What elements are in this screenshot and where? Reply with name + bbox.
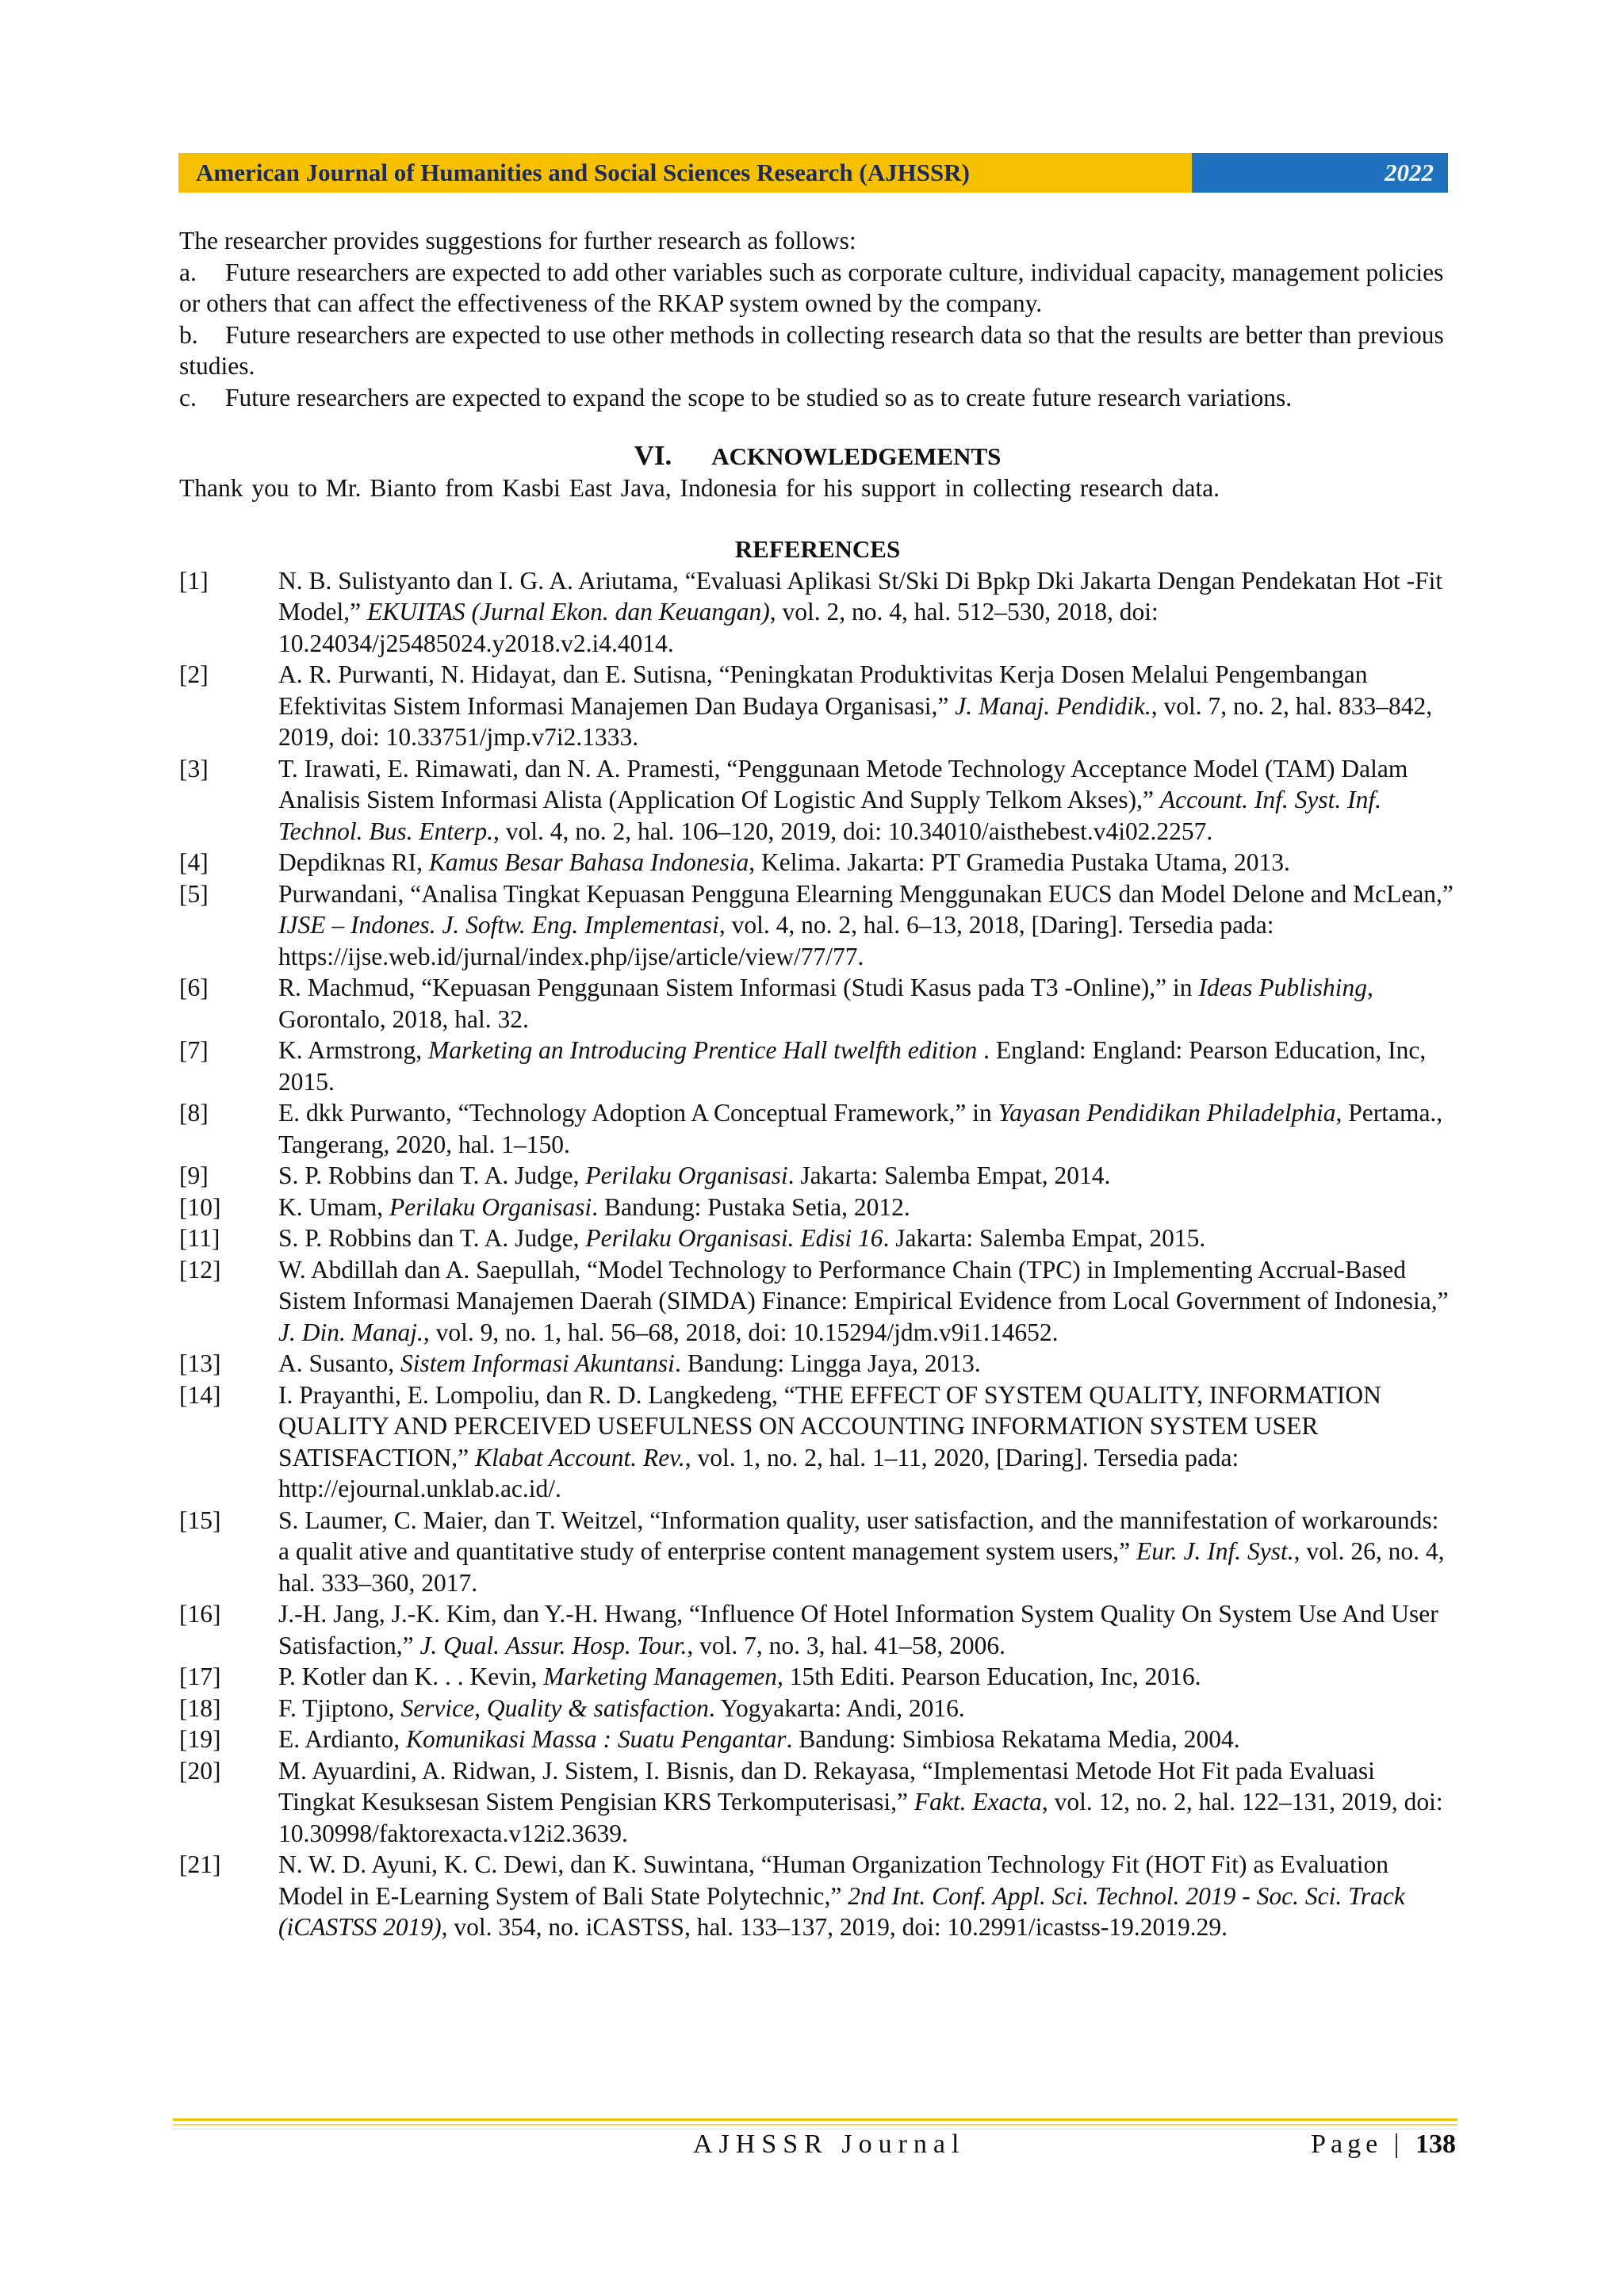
footer-page-label: Page |	[1311, 2130, 1404, 2159]
reference-item	[179, 1254, 1456, 1349]
references-list	[179, 565, 1456, 1943]
reference-number: [10]	[179, 1192, 221, 1221]
reference-item	[179, 1380, 1456, 1505]
acknowledgements-text: Thank you to Mr. Bianto from Kasbi East Java, Indonesia for his support in collecting research data.	[179, 473, 1220, 502]
reference-number: [6]	[179, 974, 209, 1001]
reference-number: [12]	[179, 1255, 221, 1284]
reference-text: S. Laumer, C. Maier, dan T. Weitzel, “Information quality, user satisfaction, and the mannifestation of workarounds: a qualit ative and quantitative study of enterprise content management system users,” Eur. J. Inf. Syst., vol. 26, no. 4, hal. 333–360, 2017.	[278, 1506, 1445, 1597]
acknowledgements-heading	[179, 440, 1456, 473]
reference-item	[179, 1505, 1456, 1599]
reference-item	[179, 565, 1456, 660]
reference-text: Purwandani, “Analisa Tingkat Kepuasan Pengguna Elearning Menggunakan EUCS dan Model Delone and McLean,” IJSE – Indones. J. Softw. Eng. Implementasi, vol. 4, no. 2, hal. 6–13, 2018, [Daring]. Tersedia pada: https://ijse.web.id/jurnal/index.php/ijse/article/view/77/77.	[278, 879, 1454, 970]
reference-item	[179, 1160, 1456, 1192]
reference-number: [17]	[179, 1663, 221, 1690]
reference-item	[179, 878, 1456, 973]
reference-text: A. R. Purwanti, N. Hidayat, dan E. Sutisna, “Peningkatan Produktivitas Kerja Dosen Melalui Pengembangan Efektivitas Sistem Informasi Manajemen Dan Budaya Organisasi,” J. Manaj. Pendidik., vol. 7, no. 2, hal. 833–842, 2019, doi: 10.33751/jmp.v7i2.1333.	[278, 660, 1433, 751]
reference-item	[179, 1755, 1456, 1850]
reference-text: E. Ardianto, Komunikasi Massa : Suatu Pengantar. Bandung: Simbiosa Rekatama Media, 2004.	[278, 1725, 1240, 1753]
suggestion-marker: a.	[179, 258, 197, 286]
suggestions-intro: The researcher provides suggestions for further research as follows:	[179, 227, 856, 254]
page-footer	[0, 2130, 1624, 2169]
section-title: ACKNOWLEDGEMENTS	[711, 442, 1002, 470]
reference-text: I. Prayanthi, E. Lompoliu, dan R. D. Langkedeng, “THE EFFECT OF SYSTEM QUALITY, INFORMATION QUALITY AND PERCEIVED USEFULNESS ON ACCOUNTING INFORMATION SYSTEM USER SATISFACTION,” Klabat Account. Rev., vol. 1, no. 2, hal. 1–11, 2020, [Daring]. Tersedia pada: http://ejournal.unklab.ac.id/.	[278, 1380, 1381, 1502]
reference-item	[179, 753, 1456, 848]
reference-number: [21]	[179, 1850, 221, 1878]
reference-item	[179, 1693, 1456, 1724]
reference-number: [3]	[179, 754, 209, 783]
reference-item	[179, 1598, 1456, 1661]
reference-item	[179, 659, 1456, 753]
suggestion-marker: b.	[179, 320, 198, 349]
reference-text: R. Machmud, “Kepuasan Penggunaan Sistem Informasi (Studi Kasus pada T3 -Online),” in Ideas Publishing, Gorontalo, 2018, hal. 32.	[278, 974, 1373, 1033]
reference-text: E. dkk Purwanto, “Technology Adoption A Conceptual Framework,” in Yayasan Pendidikan Philadelphia, Pertama., Tangerang, 2020, hal. 1–150.	[278, 1099, 1443, 1158]
suggestion-marker: c.	[179, 383, 197, 411]
reference-item	[179, 1192, 1456, 1223]
journal-year: 2022	[1192, 153, 1448, 193]
suggestion-text: Future researchers are expected to add other variables such as corporate culture, individual capacity, management policies or others that can affect the effectiveness of the RKAP system owned by the company.	[179, 258, 1444, 317]
reference-item	[179, 1724, 1456, 1755]
journal-header-bar	[178, 153, 1448, 193]
reference-number: [4]	[179, 848, 209, 876]
reference-text: S. P. Robbins dan T. A. Judge, Perilaku Organisasi. Jakarta: Salemba Empat, 2014.	[278, 1161, 1111, 1189]
reference-text: T. Irawati, E. Rimawati, dan N. A. Pramesti, “Penggunaan Metode Technology Acceptance Model (TAM) Dalam Analisis Sistem Informasi Alista (Application Of Logistic And Supply Telkom Akses),” Account. Inf. Syst. Inf. Technol. Bus. Enterp., vol. 4, no. 2, hal. 106–120, 2019, doi: 10.34010/aisthebest.v4i02.2257.	[278, 754, 1408, 845]
suggestion-text: Future researchers are expected to use other methods in collecting research data so that the results are better than previous studies.	[179, 320, 1444, 380]
reference-number: [15]	[179, 1506, 221, 1534]
suggestion-item	[179, 382, 1456, 414]
reference-number: [14]	[179, 1380, 221, 1409]
reference-item	[179, 1097, 1456, 1160]
footer-rule	[173, 2118, 1457, 2130]
reference-number: [20]	[179, 1756, 221, 1785]
reference-number: [2]	[179, 660, 209, 688]
reference-text: W. Abdillah dan A. Saepullah, “Model Technology to Performance Chain (TPC) in Implementing Accrual-Based Sistem Informasi Manajemen Daerah (SIMDA) Finance: Empirical Evidence from Local Government of Indonesia,” J. Din. Manaj., vol. 9, no. 1, hal. 56–68, 2018, doi: 10.15294/jdm.v9i1.14652.	[278, 1255, 1449, 1346]
reference-item	[179, 1661, 1456, 1693]
reference-text: A. Susanto, Sistem Informasi Akuntansi. Bandung: Lingga Jaya, 2013.	[278, 1349, 981, 1377]
footer-journal-name: AJHSSR Journal	[693, 2130, 966, 2159]
reference-number: [19]	[179, 1725, 221, 1753]
page-content	[179, 225, 1456, 1943]
references-heading: REFERENCES	[734, 535, 901, 563]
reference-item	[179, 1849, 1456, 1943]
journal-title: American Journal of Humanities and Social Sciences Research (AJHSSR)	[178, 153, 1192, 193]
suggestion-item	[179, 320, 1456, 382]
reference-number: [9]	[179, 1161, 209, 1189]
reference-text: S. P. Robbins dan T. A. Judge, Perilaku Organisasi. Edisi 16. Jakarta: Salemba Empat, 2015.	[278, 1224, 1206, 1252]
reference-item	[179, 1223, 1456, 1254]
reference-text: J.-H. Jang, J.-K. Kim, dan Y.-H. Hwang, “Influence Of Hotel Information System Quality On System Use And User Satisfaction,” J. Qual. Assur. Hosp. Tour., vol. 7, no. 3, hal. 41–58, 2006.	[278, 1600, 1438, 1659]
reference-text: N. B. Sulistyanto dan I. G. A. Ariutama, “Evaluasi Aplikasi St/Ski Di Bpkp Dki Jakarta Dengan Pendekatan Hot -Fit Model,” EKUITAS (Jurnal Ekon. dan Keuangan), vol. 2, no. 4, hal. 512–530, 2018, doi: 10.24034/j25485024.y2018.v2.i4.4014.	[278, 566, 1443, 657]
page-number: 138	[1415, 2130, 1456, 2159]
suggestion-text: Future researchers are expected to expand the scope to be studied so as to create future research variations.	[225, 383, 1293, 411]
reference-number: [18]	[179, 1693, 221, 1722]
reference-number: [13]	[179, 1349, 221, 1377]
suggestion-item	[179, 257, 1456, 320]
footer-page-number	[1311, 2130, 1456, 2160]
reference-text: M. Ayuardini, A. Ridwan, J. Sistem, I. Bisnis, dan D. Rekayasa, “Implementasi Metode Hot Fit pada Evaluasi Tingkat Kesuksesan Sistem Pengisian KRS Terkomputerisasi,” Fakt. Exacta, vol. 12, no. 2, hal. 122–131, 2019, doi: 10.30998/faktorexacta.v12i2.3639.	[278, 1756, 1443, 1847]
reference-text: N. W. D. Ayuni, K. C. Dewi, dan K. Suwintana, “Human Organization Technology Fit (HOT Fit) as Evaluation Model in E-Learning System of Bali State Polytechnic,” 2nd Int. Conf. Appl. Sci. Technol. 2019 - Soc. Sci. Track (iCASTSS 2019), vol. 354, no. iCASTSS, hal. 133–137, 2019, doi: 10.2991/icastss-19.2019.29.	[278, 1850, 1405, 1941]
reference-number: [1]	[179, 566, 209, 595]
reference-text: K. Umam, Perilaku Organisasi. Bandung: Pustaka Setia, 2012.	[278, 1192, 910, 1221]
reference-number: [11]	[179, 1224, 220, 1252]
reference-number: [8]	[179, 1099, 209, 1127]
reference-item	[179, 1348, 1456, 1380]
reference-item	[179, 1035, 1456, 1097]
reference-number: [7]	[179, 1036, 209, 1064]
reference-text: P. Kotler dan K. . . Kevin, Marketing Managemen, 15th Editi. Pearson Education, Inc, 2016.	[278, 1663, 1201, 1690]
reference-number: [5]	[179, 879, 209, 908]
reference-number: [16]	[179, 1600, 221, 1628]
reference-text: F. Tjiptono, Service, Quality & satisfaction. Yogyakarta: Andi, 2016.	[278, 1693, 965, 1722]
reference-text: Depdiknas RI, Kamus Besar Bahasa Indonesia, Kelima. Jakarta: PT Gramedia Pustaka Utama, 2013.	[278, 848, 1290, 876]
reference-item	[179, 972, 1456, 1035]
reference-text: K. Armstrong, Marketing an Introducing Prentice Hall twelfth edition . England: England: Pearson Education, Inc, 2015.	[278, 1036, 1427, 1096]
section-number: VI.	[634, 440, 672, 471]
suggestions-list	[179, 257, 1456, 414]
reference-item	[179, 847, 1456, 878]
